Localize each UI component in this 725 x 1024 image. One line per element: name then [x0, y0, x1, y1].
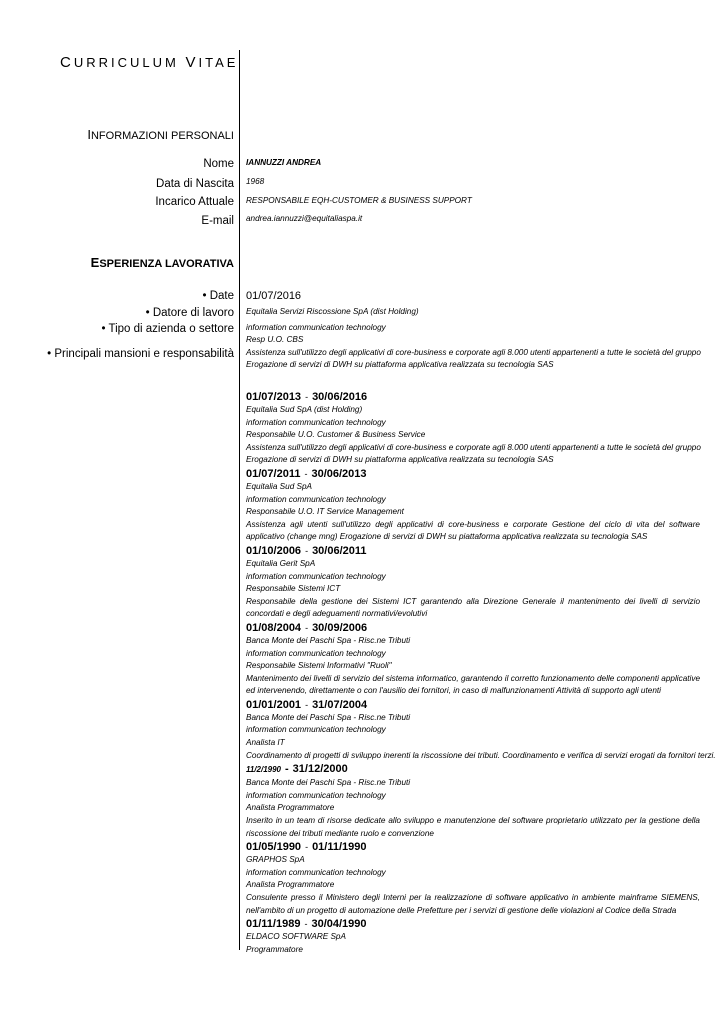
label-current-role: Incarico Attuale [155, 196, 234, 208]
first-job-date: 01/07/2016 [246, 290, 302, 302]
job-period: 01/07/2011 - 30/06/2013 [246, 467, 367, 480]
job-sector: information communication technology [246, 648, 386, 658]
job-description: Assistenza sull'utilizzo degli applicativi di core-business e corporate agli 8.000 utenti appartenenti a tutte le società del gruppo [246, 442, 701, 452]
job-employer: Banca Monte dei Paschi Spa - Risc.ne Tributi [246, 712, 411, 722]
first-job-role: Resp U.O. CBS [246, 335, 304, 344]
job-entry [246, 621, 700, 698]
job-sector: information communication technology [246, 725, 386, 735]
job-period: 01/10/2006 - 30/06/2011 [246, 544, 367, 557]
vertical-divider [239, 50, 240, 950]
job-entry [246, 917, 700, 956]
job-employer: GRAPHOS SpA [246, 855, 305, 865]
job-employer: Banca Monte dei Paschi Spa - Risc.ne Tributi [246, 778, 411, 788]
job-employer: Banca Monte dei Paschi Spa - Risc.ne Tributi [246, 635, 411, 645]
first-job-employer: Equitalia Servizi Riscossione SpA (dist Holding) [246, 307, 419, 316]
job-sector: information communication technology [246, 571, 386, 581]
job-role: Responsabile U.O. Customer & Business Service [246, 430, 426, 440]
job-description: Erogazione di servizi di DWH su piattaforma applicativa realizzata su tecnologia SAS [246, 455, 554, 465]
section-personal-info: INFORMAZIONI PERSONALI [87, 127, 234, 142]
job-role: Analista IT [246, 738, 285, 748]
job-description: Responsabile della gestione dei Sistemi ICT garantendo alla Direzione Generale il mantenimento dei livelli di servizio concordati e degli adeguamenti normativi/evolutivi [246, 596, 700, 619]
first-job-sector: information communication technology [246, 323, 386, 332]
first-job-desc-2: Erogazione di servizi di DWH su piattaforma applicativa realizzata su tecnologia SAS [246, 360, 554, 369]
job-description: Mantenimento dei livelli di servizio del sistema informatico, garantendo il corretto funzionamento delle componenti applicative ed intervenendo, direttamente o con l'ausilio dei fornitori, in caso di malfunzionamenti Attività di supporto agli utenti [246, 673, 700, 696]
job-period: 01/05/1990 - 01/11/1990 [246, 841, 367, 854]
job-period: 01/08/2004 - 30/09/2006 [246, 621, 368, 634]
job-employer: Equitalia Sud SpA (dist Holding) [246, 405, 363, 414]
label-name: Nome [203, 158, 234, 170]
label-sector: • Tipo di azienda o settore [101, 323, 234, 335]
job-employer: Equitalia Sud SpA [246, 481, 312, 491]
job-employer: ELDACO SOFTWARE SpA [246, 932, 346, 942]
job-sector: information communication technology [246, 494, 386, 504]
value-email[interactable]: andrea.iannuzzi@equitaliaspa.it [246, 214, 363, 223]
label-duties: • Principali mansioni e responsabilità [47, 348, 234, 360]
value-name: IANNUZZI ANDREA [246, 158, 322, 167]
label-birth-date: Data di Nascita [156, 178, 234, 190]
section-work-experience: ESPERIENZA LAVORATIVA [90, 255, 234, 270]
job-role: Analista Programmatore [246, 880, 335, 890]
job-description: Inserito in un team di risorse dedicate allo sviluppo e manutenzione del software proprietario utilizzato per la gestione della riscossione dei tributi mediante ruolo e convenzione [246, 816, 700, 838]
job-entry [246, 762, 700, 840]
first-job-desc-1: Assistenza sull'utilizzo degli applicativi di core-business e corporate agli 8.000 utenti appartenenti a tutte le società del gruppo [246, 348, 701, 357]
job-entry [246, 840, 700, 917]
label-email: E-mail [201, 215, 234, 227]
job-employer: Equitalia Gerit SpA [246, 558, 316, 568]
job-sector: information communication technology [246, 867, 386, 877]
value-birth-date: 1968 [246, 177, 265, 186]
job-role: Responsabile Sistemi ICT [246, 584, 341, 594]
job-sector: information communication technology [246, 790, 386, 800]
job-role: Responsabile U.O. IT Service Management [246, 507, 404, 517]
job-entry [246, 698, 716, 762]
label-employer: • Datore di lavoro [145, 307, 234, 319]
job-role: Responsabile Sistemi Informativi "Ruoli" [246, 661, 392, 671]
job-period: 11/2/1990 - 31/12/2000 [246, 763, 348, 776]
label-date: • Date [202, 290, 234, 302]
job-list [246, 390, 716, 956]
job-period: 01/07/2013 - 30/06/2016 [246, 391, 368, 403]
job-role: Programmatore [246, 944, 303, 954]
job-entry [246, 467, 700, 544]
job-entry [246, 544, 700, 621]
job-description: Assistenza agli utenti sull'utilizzo degli applicativi di core-business e corporate Gestione del ciclo di vita del software applicativo (change mng) Erogazione di servizi di DWH su piattaforma applicativa realizzata su tecnologia SAS [246, 519, 700, 542]
job-period: 01/01/2001 - 31/07/2004 [246, 698, 368, 711]
cv-title: CURRICULUM VITAE [60, 54, 239, 71]
job-period: 01/11/1989 - 30/04/1990 [246, 918, 367, 931]
job-sector: information communication technology [246, 417, 386, 427]
value-current-role: RESPONSABILE EQH-CUSTOMER & BUSINESS SUPPORT [246, 196, 472, 205]
job-entry [246, 390, 700, 467]
job-role: Analista Programmatore [246, 803, 335, 813]
job-description: Consulente presso il Ministero degli Interni per la realizzazione di software applicativo in ambiente mainframe SIEMENS, nell'ambito di un progetto di automazione delle Prefetture per i servizi di gestione delle violazioni al Codice della Strada [246, 893, 700, 915]
job-description: Coordinamento di progetti di sviluppo inerenti la riscossione dei tributi. Coordinamento e verifica di servizi erogati da fornitori terzi. [246, 750, 716, 760]
